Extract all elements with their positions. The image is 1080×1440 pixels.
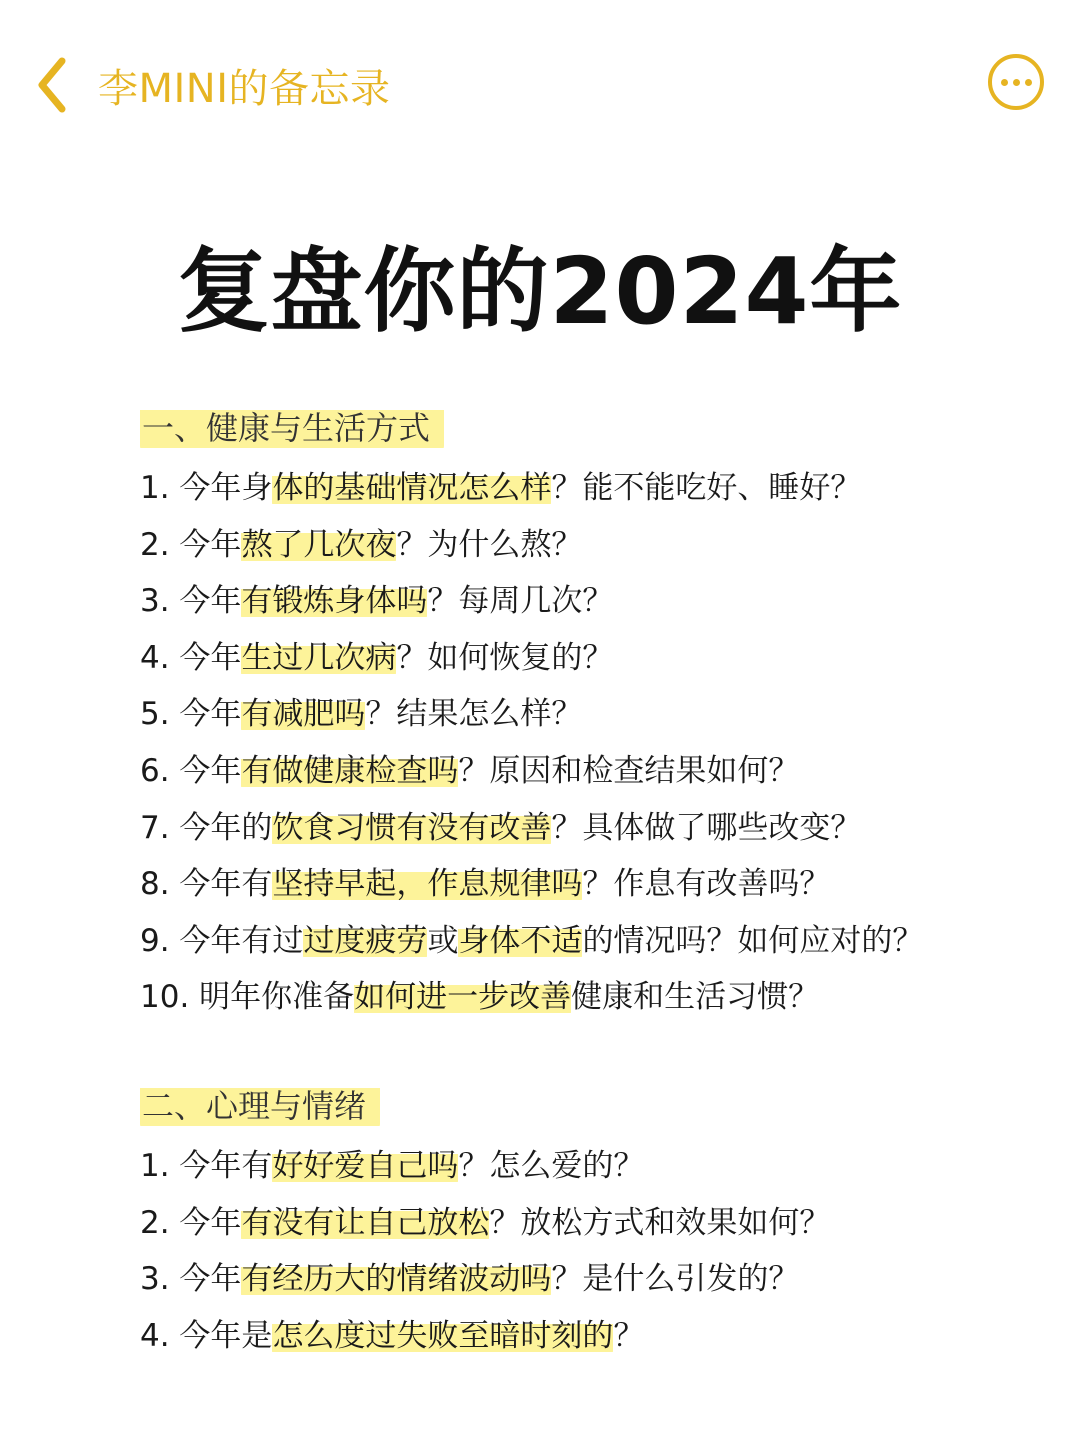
question-text: ？是什么引发的？	[551, 1261, 800, 1298]
question-text: 9. 今年有过	[140, 922, 304, 959]
highlighted-text: 坚持早起，作息规律吗	[272, 866, 583, 903]
highlighted-text: 生过几次病	[241, 639, 397, 676]
question-text: 健康和生活习惯？	[571, 979, 820, 1016]
question-item	[140, 1195, 1040, 1252]
question-text: 2. 今年	[140, 1204, 242, 1241]
highlighted-text: 有没有让自己放松	[241, 1204, 490, 1241]
question-item	[140, 969, 1040, 1026]
question-text: ？结果怎么样？	[365, 696, 583, 733]
highlighted-text: 有经历大的情绪波动吗	[241, 1261, 552, 1298]
more-dot	[1013, 79, 1020, 86]
question-list	[140, 460, 1040, 1026]
question-text: ？每周几次？	[427, 583, 614, 620]
question-item	[140, 460, 1040, 517]
question-item	[140, 573, 1040, 630]
question-text: 1. 今年有	[140, 1147, 273, 1184]
question-text: 5. 今年	[140, 696, 242, 733]
highlighted-text: 过度疲劳	[303, 922, 428, 959]
highlighted-text: 怎么度过失败至暗时刻的	[272, 1317, 614, 1354]
question-text: 1. 今年身	[140, 470, 273, 506]
question-text: ？怎么爱的？	[458, 1147, 645, 1184]
question-item	[140, 630, 1040, 687]
question-text: ？能不能吃好、睡好？	[551, 470, 862, 506]
question-text: 3. 今年	[140, 583, 242, 620]
question-list	[140, 1138, 1040, 1364]
highlighted-text: 有锻炼身体吗	[241, 583, 428, 620]
question-text: 2. 今年	[140, 526, 242, 563]
back-label: 李MINI的备忘录	[98, 65, 391, 112]
question-text: 4. 今年	[140, 639, 242, 676]
question-text: ？	[613, 1317, 645, 1354]
highlighted-text: 饮食习惯有没有改善	[272, 809, 552, 846]
highlighted-text: 有减肥吗	[241, 696, 366, 733]
section-heading: 一、健康与生活方式	[140, 404, 444, 452]
back-button[interactable]	[34, 50, 391, 120]
question-text: 3. 今年	[140, 1261, 242, 1298]
navigation-bar	[0, 0, 1080, 170]
note-content	[140, 404, 1040, 1364]
question-text: ？如何恢复的？	[396, 639, 614, 676]
question-item	[140, 1251, 1040, 1308]
section-emotion	[140, 1082, 1040, 1364]
question-item	[140, 1308, 1040, 1365]
question-item	[140, 800, 1040, 857]
question-text: 10. 明年你准备	[140, 979, 355, 1016]
question-text: 8. 今年有	[140, 866, 273, 903]
more-dot	[1025, 79, 1032, 86]
more-dot	[1001, 79, 1008, 86]
section-health	[140, 404, 1040, 1026]
question-text: 7. 今年的	[140, 809, 273, 846]
question-item	[140, 743, 1040, 800]
highlighted-text: 身体不适	[458, 922, 583, 959]
question-item	[140, 1138, 1040, 1195]
highlighted-text: 如何进一步改善	[354, 979, 572, 1016]
question-item	[140, 913, 1040, 970]
highlighted-text: 好好爱自己吗	[272, 1147, 459, 1184]
page-title: 复盘你的2024年	[177, 238, 903, 345]
question-text: ？作息有改善吗？	[582, 866, 831, 903]
highlighted-text: 熬了几次夜	[241, 526, 397, 563]
highlighted-text: 有做健康检查吗	[241, 752, 459, 789]
highlighted-text: 体的基础情况怎么样	[272, 470, 552, 506]
question-text: 6. 今年	[140, 752, 242, 789]
question-text: ？具体做了哪些改变？	[551, 809, 862, 846]
question-item	[140, 517, 1040, 574]
question-text: ？为什么熬？	[396, 526, 583, 563]
chevron-left-icon	[34, 55, 70, 115]
question-text: 的情况吗？如何应对的？	[582, 922, 924, 959]
question-text: 4. 今年是	[140, 1317, 273, 1354]
question-text: ？放松方式和效果如何？	[489, 1204, 831, 1241]
question-text: ？原因和检查结果如何？	[458, 752, 800, 789]
question-item	[140, 686, 1040, 743]
more-button[interactable]	[988, 54, 1044, 110]
question-item	[140, 856, 1040, 913]
question-text: 或	[427, 922, 459, 959]
section-heading: 二、心理与情绪	[140, 1082, 380, 1130]
